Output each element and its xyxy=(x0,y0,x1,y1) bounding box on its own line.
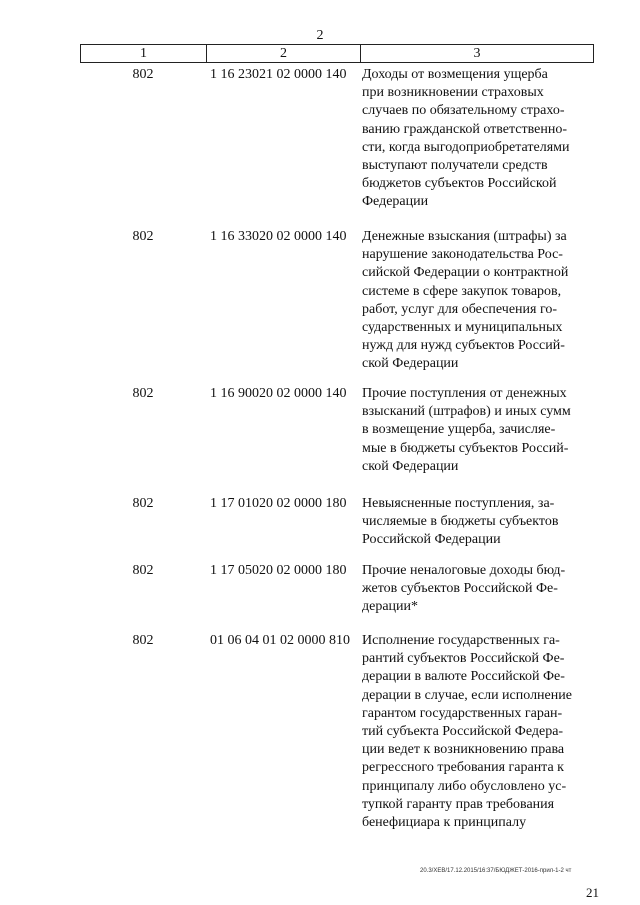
table-row xyxy=(80,495,594,562)
budget-code: 1 17 05020 02 0000 180 xyxy=(210,563,347,578)
income-description: Доходы от возмещения ущерба при возникновении страховых случаев по обязательному страхо- ванию гражданской ответственно- сти, когда выгодоприобретателями выступают получатели средств бюджетов субъектов Российской Федерации xyxy=(362,67,570,210)
table-row xyxy=(80,228,594,385)
admin-code: 802 xyxy=(132,67,154,82)
budget-code: 1 16 33020 02 0000 140 xyxy=(210,229,347,244)
table-header xyxy=(80,44,594,63)
admin-code: 802 xyxy=(132,229,154,244)
income-description: Прочие поступления от денежных взысканий (штрафов) и иных сумм в возмещение ущерба, зачисляе- мые в бюджеты субъектов Россий- ской Федерации xyxy=(362,386,571,474)
income-description: Невыясненные поступления, за- числяемые в бюджеты субъектов Российской Федерации xyxy=(362,496,559,548)
table-body xyxy=(80,66,594,832)
admin-code: 802 xyxy=(132,386,154,401)
table-row xyxy=(80,385,594,495)
budget-code: 1 16 90020 02 0000 140 xyxy=(210,386,347,401)
column-header-3: 3 xyxy=(473,45,481,61)
budget-code: 01 06 04 01 02 0000 810 xyxy=(210,633,350,648)
table-row xyxy=(80,632,594,832)
table-row xyxy=(80,66,594,228)
budget-code: 1 17 01020 02 0000 180 xyxy=(210,496,347,511)
income-description: Прочие неналоговые доходы бюд- жетов субъектов Российской Фе- дерации* xyxy=(362,563,566,615)
column-header-2: 2 xyxy=(207,45,361,62)
column-header-1: 1 xyxy=(81,45,207,62)
admin-code: 802 xyxy=(132,563,154,578)
admin-code: 802 xyxy=(132,633,154,648)
admin-code: 802 xyxy=(132,496,154,511)
budget-code: 1 16 23021 02 0000 140 xyxy=(210,67,347,82)
page-number-top: 2 xyxy=(316,28,324,43)
income-description: Денежные взыскания (штрафы) за нарушение законодательства Рос- сийской Федерации о контрактной системе в сфере закупок товаров, работ, услуг для обеспечения го- сударственных и муниципальных нужд для нужд субъектов Россий- ской Федерации xyxy=(362,229,569,372)
page-number-bottom: 21 xyxy=(586,885,599,900)
footer-file-note: 20.3/ХЕВ/17.12.2015/16:37/БЮДЖЕТ-2016-прил-1-2 чт xyxy=(420,868,572,874)
table-row xyxy=(80,562,594,632)
income-description: Исполнение государственных га- рантий субъектов Российской Фе- дерации в валюте Российской Фе- дерации в случае, если исполнение гарантом государственных гаран- тий субъекта Российской Федера- ции ведет к возникновению права регрессного требования гаранта к принципалу либо обусловлено ус- тупкой гаранту прав требования бенефициара к принципалу xyxy=(362,633,572,831)
